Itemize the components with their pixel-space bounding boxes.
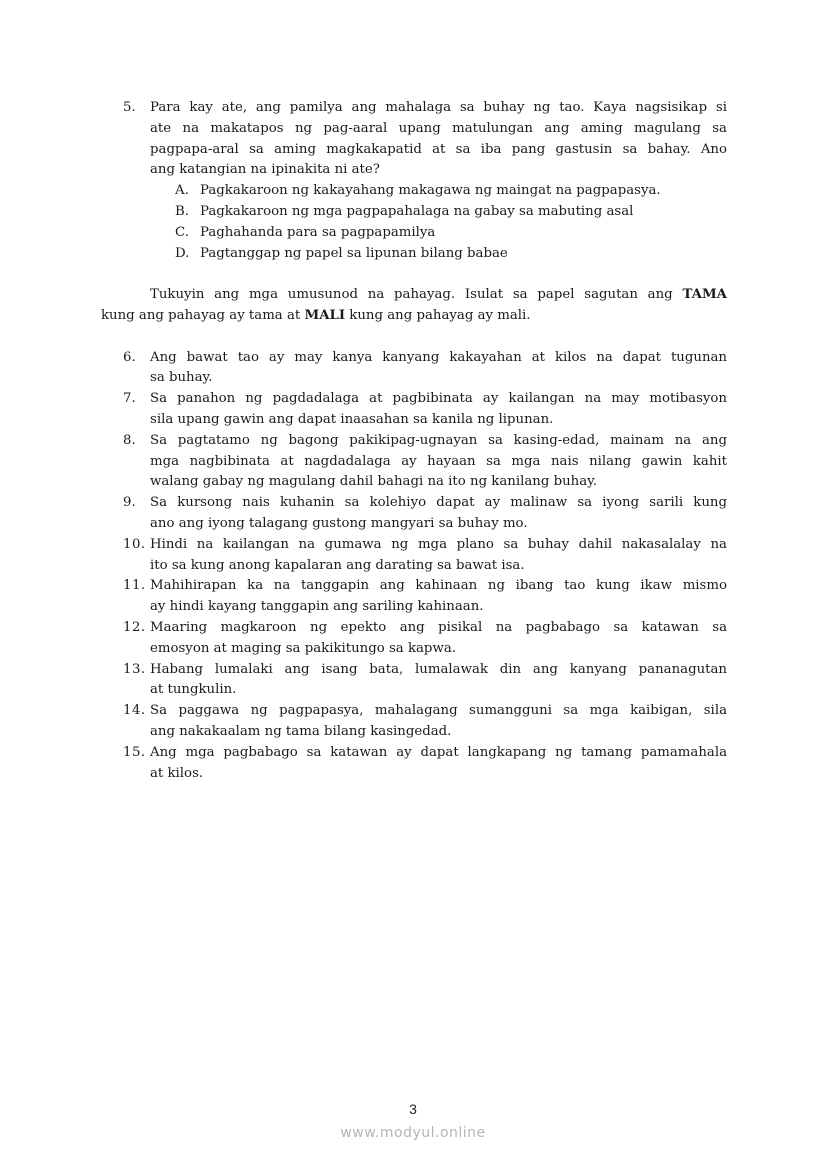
question-5 [101,98,727,181]
mali-keyword: MALI [304,307,346,323]
statement-number: 11. [123,578,146,594]
question-number: 5. [123,100,136,115]
statement-line: Habang lumalaki ang isang bata, lumalawak din ang kanyang pananagutan [150,661,727,677]
statement-line: Maaring magkaroon ng epekto ang pisikal na pagbabago sa katawan sa [150,619,727,635]
watermark: www.modyul.online [340,1125,486,1141]
worksheet-content [101,98,727,784]
option-d [101,244,727,265]
option-text: Paghahanda para sa pagpapamilya [200,224,436,240]
option-a [101,181,727,202]
instructions-text: kung ang pahayag ay mali. [345,307,531,323]
question-line: ate na makatapos ng pag-aaral upang matulungan ang aming magulang sa [150,120,727,136]
statement-line: sa buhay. [150,370,213,386]
statement-item [101,701,727,743]
statement-line: ay hindi kayang tanggapin ang sariling kahinaan. [150,599,484,615]
statement-line: Sa pagtatamo ng bagong pakikipag-ugnayan sa kasing-edad, mainam na ang [150,432,727,448]
option-text: Pagtanggap ng papel sa lipunan bilang babae [200,245,508,261]
statement-number: 13. [123,661,146,677]
statement-line: sila upang gawin ang dapat inaasahan sa kanila ng lipunan. [150,411,554,427]
statement-number: 6. [123,349,136,365]
statement-line: ano ang iyong talagang gustong mangyari sa buhay mo. [150,515,528,531]
statement-line: Ang mga pagbabago sa katawan ay dapat langkapang ng tamang pamamahala [150,744,727,760]
statement-line: Sa kursong nais kuhanin sa kolehiyo dapat ay malinaw sa iyong sarili kung [150,495,727,511]
option-letter: A. [175,183,189,199]
statements-list [101,348,727,785]
statement-item [101,389,727,431]
option-b [101,202,727,223]
question-line: Para kay ate, ang pamilya ang mahalaga sa buhay ng tao. Kaya nagsisikap si [150,100,727,115]
statement-item [101,743,727,785]
statement-item [101,431,727,493]
statement-number: 10. [123,536,146,552]
statement-line: emosyon at maging sa pakikitungo sa kapwa. [150,640,456,656]
option-letter: D. [175,245,190,261]
statement-line: mga nagbibinata at nagdadalaga ay hayaan sa mga nais nilang gawin kahit [150,453,727,469]
statement-line: at kilos. [150,765,204,781]
statement-item [101,348,727,390]
instructions-line-1 [101,285,727,306]
statement-number: 7. [123,391,136,407]
statement-item [101,576,727,618]
statement-item [101,618,727,660]
option-text: Pagkakaroon ng kakayahang makagawa ng maingat na pagpapasya. [200,183,661,199]
option-text: Pagkakaroon ng mga pagpapahalaga na gabay sa mabuting asal [200,203,634,219]
statement-line: Sa paggawa ng pagpapasya, mahalagang sumangguni sa mga kaibigan, sila [150,703,727,719]
instructions-text: Tukuyin ang mga umusunod na pahayag. Isulat sa papel sagutan ang [150,287,683,303]
statement-number: 9. [123,495,136,511]
option-c [101,223,727,244]
statement-line: Ang bawat tao ay may kanya kanyang kakayahan at kilos na dapat tugunan [150,349,727,365]
option-letter: C. [175,224,189,240]
statement-line: walang gabay ng magulang dahil bahagi na ito ng kanilang buhay. [150,474,598,490]
tama-keyword: TAMA [682,287,727,303]
instructions-line-2 [101,306,727,327]
question-line: pagpapa-aral sa aming magkakapatid at sa iba pang gastusin sa bahay. Ano [150,141,727,157]
statement-number: 8. [123,432,136,448]
statement-line: Hindi na kailangan na gumawa ng mga plano sa buhay dahil nakasalalay na [150,536,727,552]
question-line: ang katangian na ipinakita ni ate? [150,162,380,178]
statement-line: ang nakakaalam ng tama bilang kasingedad. [150,723,452,739]
statement-line: Sa panahon ng pagdadalaga at pagbibinata ay kailangan na may motibasyon [150,391,727,407]
instructions-text: kung ang pahayag ay tama at [101,307,305,323]
statement-line: ito sa kung anong kapalaran ang darating sa bawat isa. [150,557,525,573]
option-letter: B. [175,203,189,219]
statement-item [101,660,727,702]
statement-item [101,493,727,535]
statement-number: 15. [123,744,146,760]
page-number: 3 [409,1101,417,1117]
statement-number: 12. [123,619,146,635]
statement-number: 14. [123,703,146,719]
statement-line: at tungkulin. [150,682,237,698]
instructions [101,285,727,327]
statement-item [101,535,727,577]
statement-line: Mahihirapan ka na tanggapin ang kahinaan ng ibang tao kung ikaw mismo [150,578,727,594]
